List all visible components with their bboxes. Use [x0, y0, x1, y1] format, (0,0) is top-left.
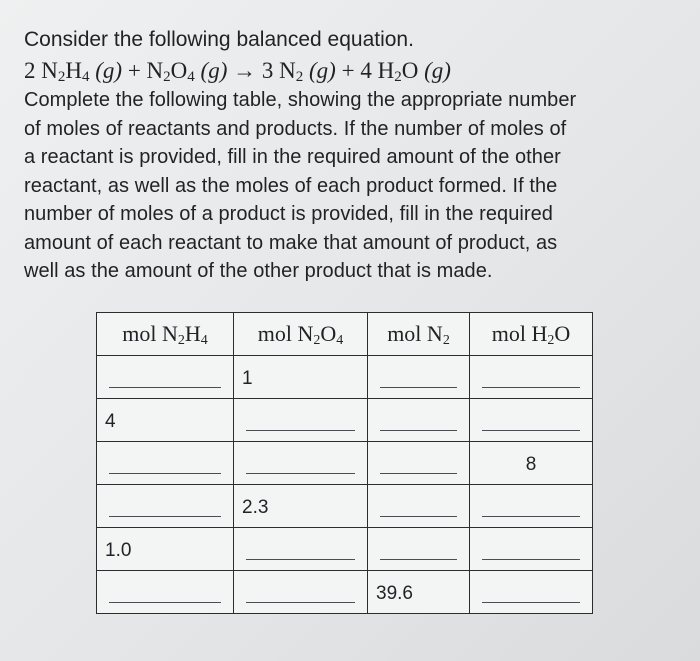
answer-blank[interactable] — [368, 356, 470, 399]
blank-line — [109, 602, 221, 603]
instruction-line: well as the amount of the other product that is made. — [24, 260, 493, 282]
instructions-paragraph — [24, 86, 664, 286]
blank-line — [380, 387, 457, 388]
blank-line — [482, 387, 580, 388]
blank-line — [482, 516, 580, 517]
answer-blank[interactable] — [234, 399, 368, 442]
given-value-cell: 8 — [470, 442, 593, 485]
instruction-line: a reactant is provided, fill in the required amount of the other — [24, 146, 561, 168]
instruction-line: reactant, as well as the moles of each product formed. If the — [24, 174, 558, 197]
instruction-line: amount of each reactant to make that amount of product, as — [24, 231, 558, 254]
blank-line — [380, 559, 457, 560]
table-row — [97, 571, 593, 614]
answer-blank[interactable] — [97, 442, 234, 485]
table-row — [97, 399, 593, 442]
blank-line — [482, 602, 580, 603]
blank-line — [380, 473, 457, 474]
blank-line — [109, 473, 221, 474]
answer-blank[interactable] — [234, 528, 368, 571]
blank-line — [246, 430, 355, 431]
header-mol-n2: mol $N_2$ — [368, 313, 470, 356]
answer-blank[interactable] — [368, 485, 470, 528]
table-row — [97, 442, 593, 485]
header-mol-h2o: mol $H_2O$ — [470, 313, 593, 356]
header-mol-n2o4: mol $N_2O_4$ — [234, 313, 368, 356]
answer-blank[interactable] — [470, 485, 593, 528]
moles-table — [96, 312, 593, 614]
header-mol-n2h4: mol $N_2H_4$ — [97, 313, 234, 356]
given-value-cell: 1 — [234, 356, 368, 399]
answer-blank[interactable] — [470, 399, 593, 442]
given-value-cell: 1.0 — [97, 528, 234, 571]
answer-blank[interactable] — [97, 356, 234, 399]
answer-blank[interactable] — [470, 356, 593, 399]
answer-blank[interactable] — [368, 442, 470, 485]
given-value-cell: 4 — [97, 399, 234, 442]
table-row — [97, 356, 593, 399]
answer-blank[interactable] — [470, 528, 593, 571]
given-value-cell: 2.3 — [234, 485, 368, 528]
reaction-arrow-icon: → — [233, 58, 257, 83]
answer-blank[interactable] — [97, 485, 234, 528]
blank-line — [109, 516, 221, 517]
instruction-line: number of moles of a product is provided, fill in the required — [24, 203, 553, 225]
problem-title: Consider the following balanced equation. — [24, 28, 414, 51]
answer-blank[interactable] — [368, 528, 470, 571]
answer-blank[interactable] — [234, 442, 368, 485]
instruction-line: of moles of reactants and products. If the number of moles of — [24, 117, 567, 140]
table-header-row — [97, 313, 593, 356]
blank-line — [380, 516, 457, 517]
blank-line — [246, 473, 355, 474]
blank-line — [482, 559, 580, 560]
blank-line — [246, 559, 355, 560]
blank-line — [246, 602, 355, 603]
balanced-equation: 2 $N_2H_4$ $(g) + N_2O_4$ (g) → 3 $N_2$ (g) + 4 $H_2O$ (g) — [24, 58, 451, 85]
blank-line — [482, 430, 580, 431]
answer-blank[interactable] — [368, 399, 470, 442]
given-value-cell: 39.6 — [368, 571, 470, 614]
table-row — [97, 528, 593, 571]
answer-blank[interactable] — [470, 571, 593, 614]
blank-line — [109, 387, 221, 388]
instruction-line: Complete the following table, showing the appropriate number — [24, 89, 577, 111]
answer-blank[interactable] — [234, 571, 368, 614]
blank-line — [380, 430, 457, 431]
table-row — [97, 485, 593, 528]
answer-blank[interactable] — [97, 571, 234, 614]
